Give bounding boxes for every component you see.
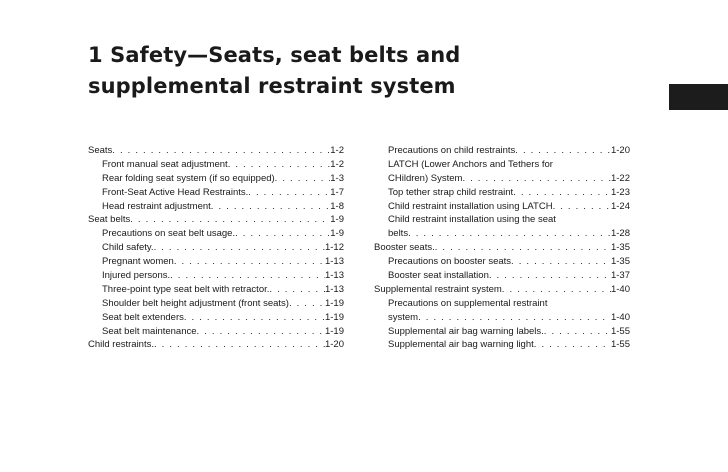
toc-entry-label: belts — [388, 228, 409, 240]
leader-dots — [170, 269, 325, 283]
chapter-tab-marker — [669, 84, 728, 110]
toc-entry-page: 1-40 — [610, 311, 630, 323]
toc-entry-page: 1-19 — [324, 325, 344, 337]
leader-dots — [228, 158, 331, 172]
toc-entry-label: Rear folding seat system (if so equipped) — [102, 172, 275, 184]
toc-entry-label: Three-point type seat belt with retractor. — [102, 283, 270, 295]
toc-entry-page: 1-2 — [330, 158, 344, 170]
toc-entry-page: 1-13 — [324, 270, 344, 282]
leader-dots — [174, 255, 325, 269]
toc-entry-page: 1-9 — [330, 228, 344, 240]
toc-entry-active-head-restraints[interactable] — [88, 186, 344, 200]
toc-entry-page: 1-37 — [610, 270, 630, 282]
leader-dots — [211, 200, 330, 214]
toc-entry-front-manual-seat-adjustment[interactable] — [88, 158, 344, 172]
leader-dots — [435, 241, 611, 255]
leader-dots — [275, 172, 331, 186]
toc-entry-installation-seat-belts-line-1[interactable]: Child restraint installation using the seat — [388, 214, 556, 226]
toc-entry-three-point-seat-belt[interactable] — [88, 283, 344, 297]
leader-dots — [112, 144, 330, 158]
toc-entry-pregnant-women[interactable] — [88, 255, 344, 269]
toc-entry-booster-seats[interactable] — [374, 241, 630, 255]
leader-dots — [248, 186, 330, 200]
leader-dots — [553, 200, 611, 214]
toc-entry-page: 1-24 — [610, 200, 630, 212]
toc-entry-seat-belts[interactable] — [88, 213, 344, 227]
leader-dots — [235, 227, 330, 241]
leader-dots — [462, 172, 611, 186]
leader-dots — [154, 338, 325, 352]
toc-entry-child-restraints[interactable] — [88, 338, 344, 352]
chapter-title — [88, 40, 568, 102]
chapter-title-line-2: supplemental restraint system — [88, 74, 456, 98]
toc-entry-page: 1-20 — [324, 339, 344, 351]
toc-entry-injured-persons[interactable] — [88, 269, 344, 283]
toc-entry-page: 1-22 — [610, 172, 630, 184]
toc-entry-page: 1-13 — [324, 283, 344, 295]
leader-dots — [544, 325, 611, 339]
leader-dots — [408, 227, 611, 241]
toc-entry-label: Child restraints. — [88, 339, 154, 351]
leader-dots — [513, 186, 611, 200]
toc-entry-supplemental-restraint-system[interactable] — [374, 283, 630, 297]
toc-entry-page: 1-7 — [330, 186, 344, 198]
toc-entry-label: Pregnant women — [102, 256, 174, 268]
toc-entry-label: Supplemental air bag warning light — [388, 339, 534, 351]
toc-entry-label: Booster seats. — [374, 242, 435, 254]
toc-entry-label: Top tether strap child restraint — [388, 186, 514, 198]
toc-entry-air-bag-warning-labels[interactable] — [374, 325, 630, 339]
leader-dots — [511, 255, 611, 269]
toc-entry-seat-belt-maintenance[interactable] — [88, 325, 344, 339]
leader-dots — [502, 283, 611, 297]
toc-entry-page: 1-23 — [610, 186, 630, 198]
toc-entry-page: 1-55 — [610, 325, 630, 337]
toc-entry-precautions-seat-belt-usage[interactable] — [88, 227, 344, 241]
chapter-title-line-1: 1 Safety—Seats, seat belts and — [88, 43, 461, 67]
leader-dots — [418, 311, 611, 325]
toc-entry-installation-using-latch[interactable] — [374, 200, 630, 214]
toc-entry-top-tether-strap[interactable] — [374, 186, 630, 200]
toc-entry-label: Front manual seat adjustment — [102, 158, 228, 170]
toc-entry-seat-belt-extenders[interactable] — [88, 311, 344, 325]
toc-entry-label: Precautions on booster seats — [388, 256, 512, 268]
toc-entry-label: Injured persons. — [102, 270, 171, 282]
toc-entry-label: Seat belts — [88, 214, 131, 226]
toc-entry-page: 1-40 — [610, 283, 630, 295]
toc-entry-page: 1-2 — [330, 145, 344, 156]
toc-entry-page: 1-35 — [610, 242, 630, 254]
toc-entry-page: 1-55 — [610, 339, 630, 351]
toc-entry-label: Shoulder belt height adjustment (front seats) — [102, 297, 289, 309]
toc-entry-shoulder-belt-height[interactable] — [88, 297, 344, 311]
toc-entry-precautions-booster-seats[interactable] — [374, 255, 630, 269]
toc-entry-label: Head restraint adjustment — [102, 200, 211, 212]
leader-dots — [154, 241, 325, 255]
toc-entry-label: Seats — [88, 145, 113, 156]
toc-entry-page: 1-19 — [324, 311, 344, 323]
toc-entry-label: Supplemental restraint system — [374, 283, 502, 295]
toc-entry-precautions-child-restraints[interactable] — [374, 144, 630, 158]
toc-entry-label: Seat belt maintenance — [102, 325, 197, 337]
toc-entry-precautions-srs-line-1[interactable]: Precautions on supplemental restraint — [388, 297, 548, 309]
toc-entry-installation-seat-belts[interactable] — [374, 227, 630, 241]
toc-entry-page: 1-8 — [330, 200, 344, 212]
toc-entry-label: Child restraint installation using LATCH — [388, 200, 553, 212]
leader-dots — [130, 213, 330, 227]
leader-dots — [184, 311, 325, 325]
toc-entry-label: Booster seat installation — [388, 270, 489, 282]
toc-entry-page: 1-12 — [324, 242, 344, 254]
toc-entry-page: 1-28 — [610, 228, 630, 240]
leader-dots — [534, 338, 611, 352]
toc-entry-label: Seat belt extenders — [102, 311, 184, 323]
toc-entry-child-safety[interactable] — [88, 241, 344, 255]
toc-entry-page: 1-13 — [324, 256, 344, 268]
toc-entry-page: 1-19 — [324, 297, 344, 309]
toc-entry-label: system — [388, 311, 419, 323]
toc-entry-page: 1-9 — [330, 214, 344, 226]
toc-entry-rear-folding-seat-system[interactable] — [88, 172, 344, 186]
toc-entry-label: CHildren) System — [388, 172, 463, 184]
toc-entry-label: Precautions on child restraints — [388, 145, 516, 156]
toc-right-column — [374, 144, 630, 352]
toc-entry-air-bag-warning-light[interactable] — [374, 338, 630, 352]
toc-entry-page: 1-20 — [610, 145, 630, 156]
toc-entry-label: Front-Seat Active Head Restraints. — [102, 186, 249, 198]
leader-dots — [289, 297, 325, 311]
toc-entry-page: 1-35 — [610, 256, 630, 268]
leader-dots — [197, 325, 325, 339]
toc-left-column — [88, 144, 344, 352]
toc-entry-seats[interactable] — [88, 144, 344, 158]
toc-entry-label: Supplemental air bag warning labels. — [388, 325, 544, 337]
leader-dots — [489, 269, 611, 283]
toc-entry-latch-system[interactable] — [374, 172, 630, 186]
toc-entry-latch-line-1[interactable]: LATCH (Lower Anchors and Tethers for — [388, 158, 553, 170]
leader-dots — [269, 283, 325, 297]
toc-entry-label: Child safety. — [102, 242, 154, 254]
toc-entry-head-restraint-adjustment[interactable] — [88, 200, 344, 214]
toc-entry-page: 1-3 — [330, 172, 344, 184]
toc-entry-booster-seat-installation[interactable] — [374, 269, 630, 283]
leader-dots — [515, 144, 611, 158]
toc-entry-label: Precautions on seat belt usage. — [102, 228, 236, 240]
toc-entry-precautions-srs[interactable] — [374, 311, 630, 325]
